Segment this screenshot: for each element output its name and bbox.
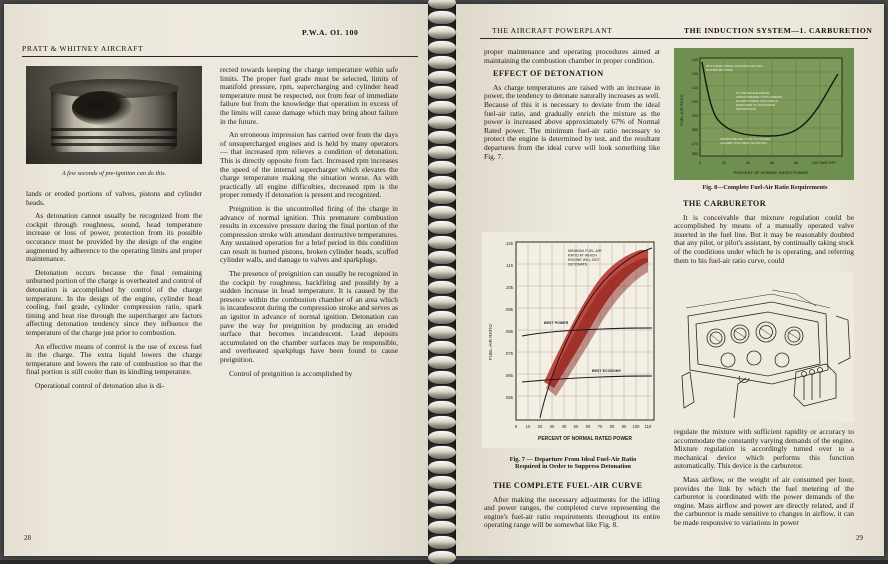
- right-page: [452, 4, 884, 556]
- svg-text:DETONATION: DETONATION: [736, 107, 756, 111]
- spiral-coil: [428, 266, 456, 279]
- spiral-coil: [428, 521, 456, 534]
- svg-text:90: 90: [622, 424, 627, 429]
- spiral-coil: [428, 476, 456, 489]
- piston-photo-caption: A few seconds of pre-ignition can do this.: [26, 170, 202, 177]
- svg-text:80: 80: [610, 424, 615, 429]
- paragraph: The presence of preignition can usually be recognized in the cockpit by roughness, backfiring and possibly by a sudden increase in head temperature. It is caused by the presence within the combustion chamber of an area which is incandescent during the compression stroke and serves as an ignitor in advance of normal ignition. Detonation can pave the way for preignition by producing an eroded surface that becomes incandescent. Lead deposits accumulated on the chamber surfaces may be responsible, and overheated sparkplugs have been found to cause preignition.: [220, 270, 398, 365]
- svg-text:.090: .090: [691, 114, 698, 118]
- figure-8-chart: [674, 48, 854, 180]
- svg-text:100: 100: [633, 424, 641, 429]
- paragraph: Detonation occurs because the final remaining unburned portion of the charge is overheated and control of detonation is accomplished by control of the charge temperature. In the design of the engine, cylinder head cooling, fuel grade, cylinder compression ratio, spark timing and heat rise through the supercharger are factors affecting detonation tendency since they influence the temperature of the charge just prior to combustion.: [26, 269, 202, 338]
- svg-text:40: 40: [746, 161, 750, 165]
- paragraph: An effective means of control is the use of excess fuel in the charge. The extra liquid lowers the charge temperature and lowers the rate of combustion so that the final portion is still cooler than its kindling temperature.: [26, 343, 202, 377]
- svg-text:BEST POWER: BEST POWER: [544, 321, 569, 325]
- spiral-coil: [428, 446, 456, 459]
- spiral-coil: [428, 41, 456, 54]
- paragraph: As charge temperatures are raised with an increase in power, the tendency to detonate naturally increases as well. Because of this it is necessary to deviate from the ideal fuel-air ratio, and gradually enrich the mixture as the power is increased above approximately 67% of Normal Rated power. The minimum fuel-air ratio necessary to protect the engine is determined by test, and the resultant departures from the ideal curve will look something like Fig. 7.: [484, 84, 660, 161]
- svg-text:.095: .095: [505, 307, 514, 312]
- spiral-coil: [428, 11, 456, 24]
- svg-text:.070: .070: [691, 142, 698, 146]
- spiral-coil: [428, 311, 456, 324]
- left-running-head-right: P.W.A. OI. 100: [302, 28, 358, 37]
- right-running-head-left: THE AIRCRAFT POWERPLANT: [492, 26, 612, 35]
- svg-text:IN THE RANGE ABOVE: IN THE RANGE ABOVE: [736, 91, 769, 95]
- spiral-coil: [428, 506, 456, 519]
- spiral-coil: [428, 341, 456, 354]
- svg-text:20: 20: [538, 424, 543, 429]
- spiral-coil: [428, 461, 456, 474]
- spiral-coil: [428, 416, 456, 429]
- svg-text:30: 30: [550, 424, 555, 429]
- spiral-coil: [428, 146, 456, 159]
- svg-text:.125: .125: [505, 241, 514, 246]
- spiral-coil: [428, 551, 456, 564]
- spiral-coil: [428, 131, 456, 144]
- svg-text:RICH SIDE CURVE FOR IDLE-CUT-O: RICH SIDE CURVE FOR IDLE-CUT-OFF: [706, 64, 763, 68]
- paragraph: After making the necessary adjustments for the idling and power ranges, the completed curve representing the engine's fuel-air ratio requirements throughout its entire operating range will be somewhat like Fig. 8.: [484, 496, 660, 530]
- svg-text:RATIO AT WHICH: RATIO AT WHICH: [568, 254, 597, 258]
- svg-text:.080: .080: [691, 128, 698, 132]
- paragraph: An erroneous impression has carried over from the days of unsupercharged engines and is held by many operators — that increased rpm relieves a condition of detonation. This is directly opposite from fact. Increased rpm increases the speed of the internal supercharger which elevates the charge temperature making the situation worse. As with practically all engine difficulties, decreased rpm is the proper remedy if detonation is present and recognized.: [220, 131, 398, 200]
- svg-text:.100: .100: [691, 100, 698, 104]
- svg-text:ENRICHED TO SUPPRESS: ENRICHED TO SUPPRESS: [736, 103, 775, 107]
- paragraph: Preignition is the uncontrolled firing of the charge in advance of normal ignition. This premature combustion results in excessive pressure during the final portion of the compression stroke with attendant destructive temperatures. Any sustained operation for a brief period in this condition can result in burned pistons, broken cylinder heads, scuffed cylinder walls, and damage to valves and sparkplugs.: [220, 205, 398, 265]
- section-heading-carburetor: THE CARBURETOR: [674, 200, 854, 209]
- svg-text:80: 80: [794, 161, 798, 165]
- left-running-head-left: PRATT & WHITNEY AIRCRAFT: [22, 44, 143, 53]
- svg-text:APPROXIMATELY 67% TO OFFSET: APPROXIMATELY 67% TO OFFSET: [720, 137, 771, 141]
- spiral-coil: [428, 401, 456, 414]
- svg-text:LEANER THAN BEST ECONOMY: LEANER THAN BEST ECONOMY: [720, 141, 767, 145]
- paragraph: proper maintenance and operating procedures aimed at maintaining the combustion chamber in proper condition.: [484, 48, 660, 65]
- spiral-coil: [428, 356, 456, 369]
- svg-text:PERCENT OF NORMAL RATED POWER: PERCENT OF NORMAL RATED POWER: [734, 170, 808, 175]
- paragraph: Control of preignition is accomplished by: [220, 370, 398, 379]
- spiral-coil: [428, 296, 456, 309]
- svg-text:.085: .085: [505, 329, 514, 334]
- left-page-column-one: [26, 190, 202, 395]
- right-page-column-one-c: [484, 482, 660, 535]
- spiral-coil: [428, 101, 456, 114]
- spiral-coil: [428, 86, 456, 99]
- right-page-column-two-a: [674, 200, 854, 270]
- spiral-coil: [428, 536, 456, 549]
- paragraph: It is conceivable that mixture regulation could be accomplished by means of a manually operated valve inserted in the fuel line. But it may be reasonably doubted that any pilot, or pilot's assistant, by continually taking stock of the conditions under which he is operating, and referring them to his fuel-air ratio curve, could: [674, 214, 854, 266]
- svg-text:.130: .130: [691, 58, 698, 62]
- spiral-binding: [428, 0, 456, 560]
- paragraph: Operational control of detonation also is di-: [26, 382, 202, 391]
- svg-text:.110: .110: [691, 86, 698, 90]
- right-running-head-right: THE INDUCTION SYSTEM—1. CARBURETION: [684, 26, 873, 35]
- left-header-rule: [22, 56, 418, 57]
- spiral-coil: [428, 221, 456, 234]
- cockpit-line-drawing: [676, 272, 854, 422]
- svg-text:APPROXIMATELY 67% NORMAL: APPROXIMATELY 67% NORMAL: [736, 95, 783, 99]
- svg-text:FUEL-AIR RATIO: FUEL-AIR RATIO: [488, 324, 493, 360]
- svg-text:.105: .105: [505, 285, 514, 290]
- paragraph: lands or eroded portions of valves, pistons and cylinder heads.: [26, 190, 202, 207]
- spiral-coil: [428, 206, 456, 219]
- left-page-column-two: [220, 66, 398, 383]
- svg-text:40: 40: [562, 424, 567, 429]
- svg-text:FUEL-AIR RATIO: FUEL-AIR RATIO: [679, 94, 684, 125]
- left-page-folio: 28: [24, 534, 31, 542]
- paragraph: Mass airflow, or the weight of air consumed per hour, provides the link by which the fuel metering of the carburetor is coordinated with the power demands of the engine. Mass airflow and power are directly related, and if the carburetor is made sensitive to changes in airflow, it can be made responsive to variations in power: [674, 476, 854, 528]
- section-heading-complete-curve: THE COMPLETE FUEL-AIR CURVE: [484, 482, 660, 491]
- spiral-coil: [428, 431, 456, 444]
- svg-text:.075: .075: [505, 351, 514, 356]
- spiral-coil: [428, 371, 456, 384]
- figure-8-caption: Fig. 8—Complete Fuel-Air Ratio Requirements: [674, 184, 856, 191]
- figure-7-caption-line2: Required in Order to Suppress Detonation: [515, 463, 631, 470]
- svg-text:MINIMUM FUEL-AIR: MINIMUM FUEL-AIR: [568, 249, 602, 253]
- svg-text:BEST ECONOMY: BEST ECONOMY: [592, 369, 622, 373]
- spiral-coil: [428, 161, 456, 174]
- paragraph: regulate the mixture with sufficient rapidity or accuracy to accommodate the constantly varying demands of the engine. Mixture regulation is accordingly turned over to a mechanical device which performs this function automatically. This device is the carburetor.: [674, 428, 854, 471]
- right-page-column-one: [484, 48, 660, 166]
- left-page: [4, 4, 434, 556]
- figure-7-chart: [482, 232, 666, 448]
- svg-text:0: 0: [699, 161, 701, 165]
- svg-text:.115: .115: [505, 263, 514, 268]
- svg-text:60: 60: [586, 424, 591, 429]
- svg-text:70: 70: [598, 424, 603, 429]
- figure-7-caption-line1: Fig. 7 — Departure From Ideal Fuel-Air Ratio: [510, 456, 637, 463]
- spiral-coil: [428, 56, 456, 69]
- right-page-folio: 29: [856, 534, 863, 542]
- spiral-coil: [428, 326, 456, 339]
- spiral-coil: [428, 0, 456, 9]
- spiral-coil: [428, 71, 456, 84]
- svg-text:DETONATE: DETONATE: [568, 263, 588, 267]
- spiral-coil: [428, 116, 456, 129]
- right-page-column-two-b: [674, 428, 854, 533]
- svg-text:110: 110: [645, 424, 652, 429]
- spiral-coil: [428, 191, 456, 204]
- svg-text:RATED POWER, MIXTURE IS: RATED POWER, MIXTURE IS: [736, 99, 778, 103]
- spiral-coil: [428, 236, 456, 249]
- svg-text:.055: .055: [505, 395, 514, 400]
- svg-text:10: 10: [526, 424, 531, 429]
- paragraph: rected towards keeping the charge temperature within safe limits. The proper fuel grade must be selected, limits of manifold pressure, rpm, supercharging and cylinder head temperature must be respected, not from fear of immediate failure but from the knowledge that operation in excess of the limits will cause damage which may bring about failure in the future.: [220, 66, 398, 126]
- svg-text:60: 60: [770, 161, 774, 165]
- spiral-coil: [428, 386, 456, 399]
- spiral-coil: [428, 26, 456, 39]
- spiral-coil: [428, 491, 456, 504]
- svg-text:20: 20: [722, 161, 726, 165]
- svg-text:ENGINE WILL NOT: ENGINE WILL NOT: [568, 258, 600, 262]
- figure-7-caption: [480, 456, 666, 471]
- spiral-coil: [428, 281, 456, 294]
- section-heading-detonation: EFFECT OF DETONATION: [484, 70, 660, 79]
- paragraph: As detonation cannot usually be recognized from the cockpit through roughness, sound, head temperature increase or loss of power, protection from its possible occurance must be provided by the design of the engine augmented by adherence to the operating limits and proper maintenance.: [26, 212, 202, 264]
- svg-text:.120: .120: [691, 72, 698, 76]
- svg-text:.060: .060: [691, 152, 698, 156]
- svg-text:.065: .065: [505, 373, 514, 378]
- spiral-coil: [428, 251, 456, 264]
- svg-text:100 TAKE OFF: 100 TAKE OFF: [812, 161, 837, 165]
- spiral-coil: [428, 176, 456, 189]
- svg-text:0: 0: [515, 424, 518, 429]
- svg-text:50: 50: [574, 424, 579, 429]
- svg-text:PERCENT OF NORMAL RATED POWER: PERCENT OF NORMAL RATED POWER: [538, 436, 632, 442]
- piston-damage-photo: [26, 66, 202, 164]
- svg-text:RICHER MIXTURE: RICHER MIXTURE: [706, 68, 733, 72]
- right-header-rule: [480, 38, 868, 39]
